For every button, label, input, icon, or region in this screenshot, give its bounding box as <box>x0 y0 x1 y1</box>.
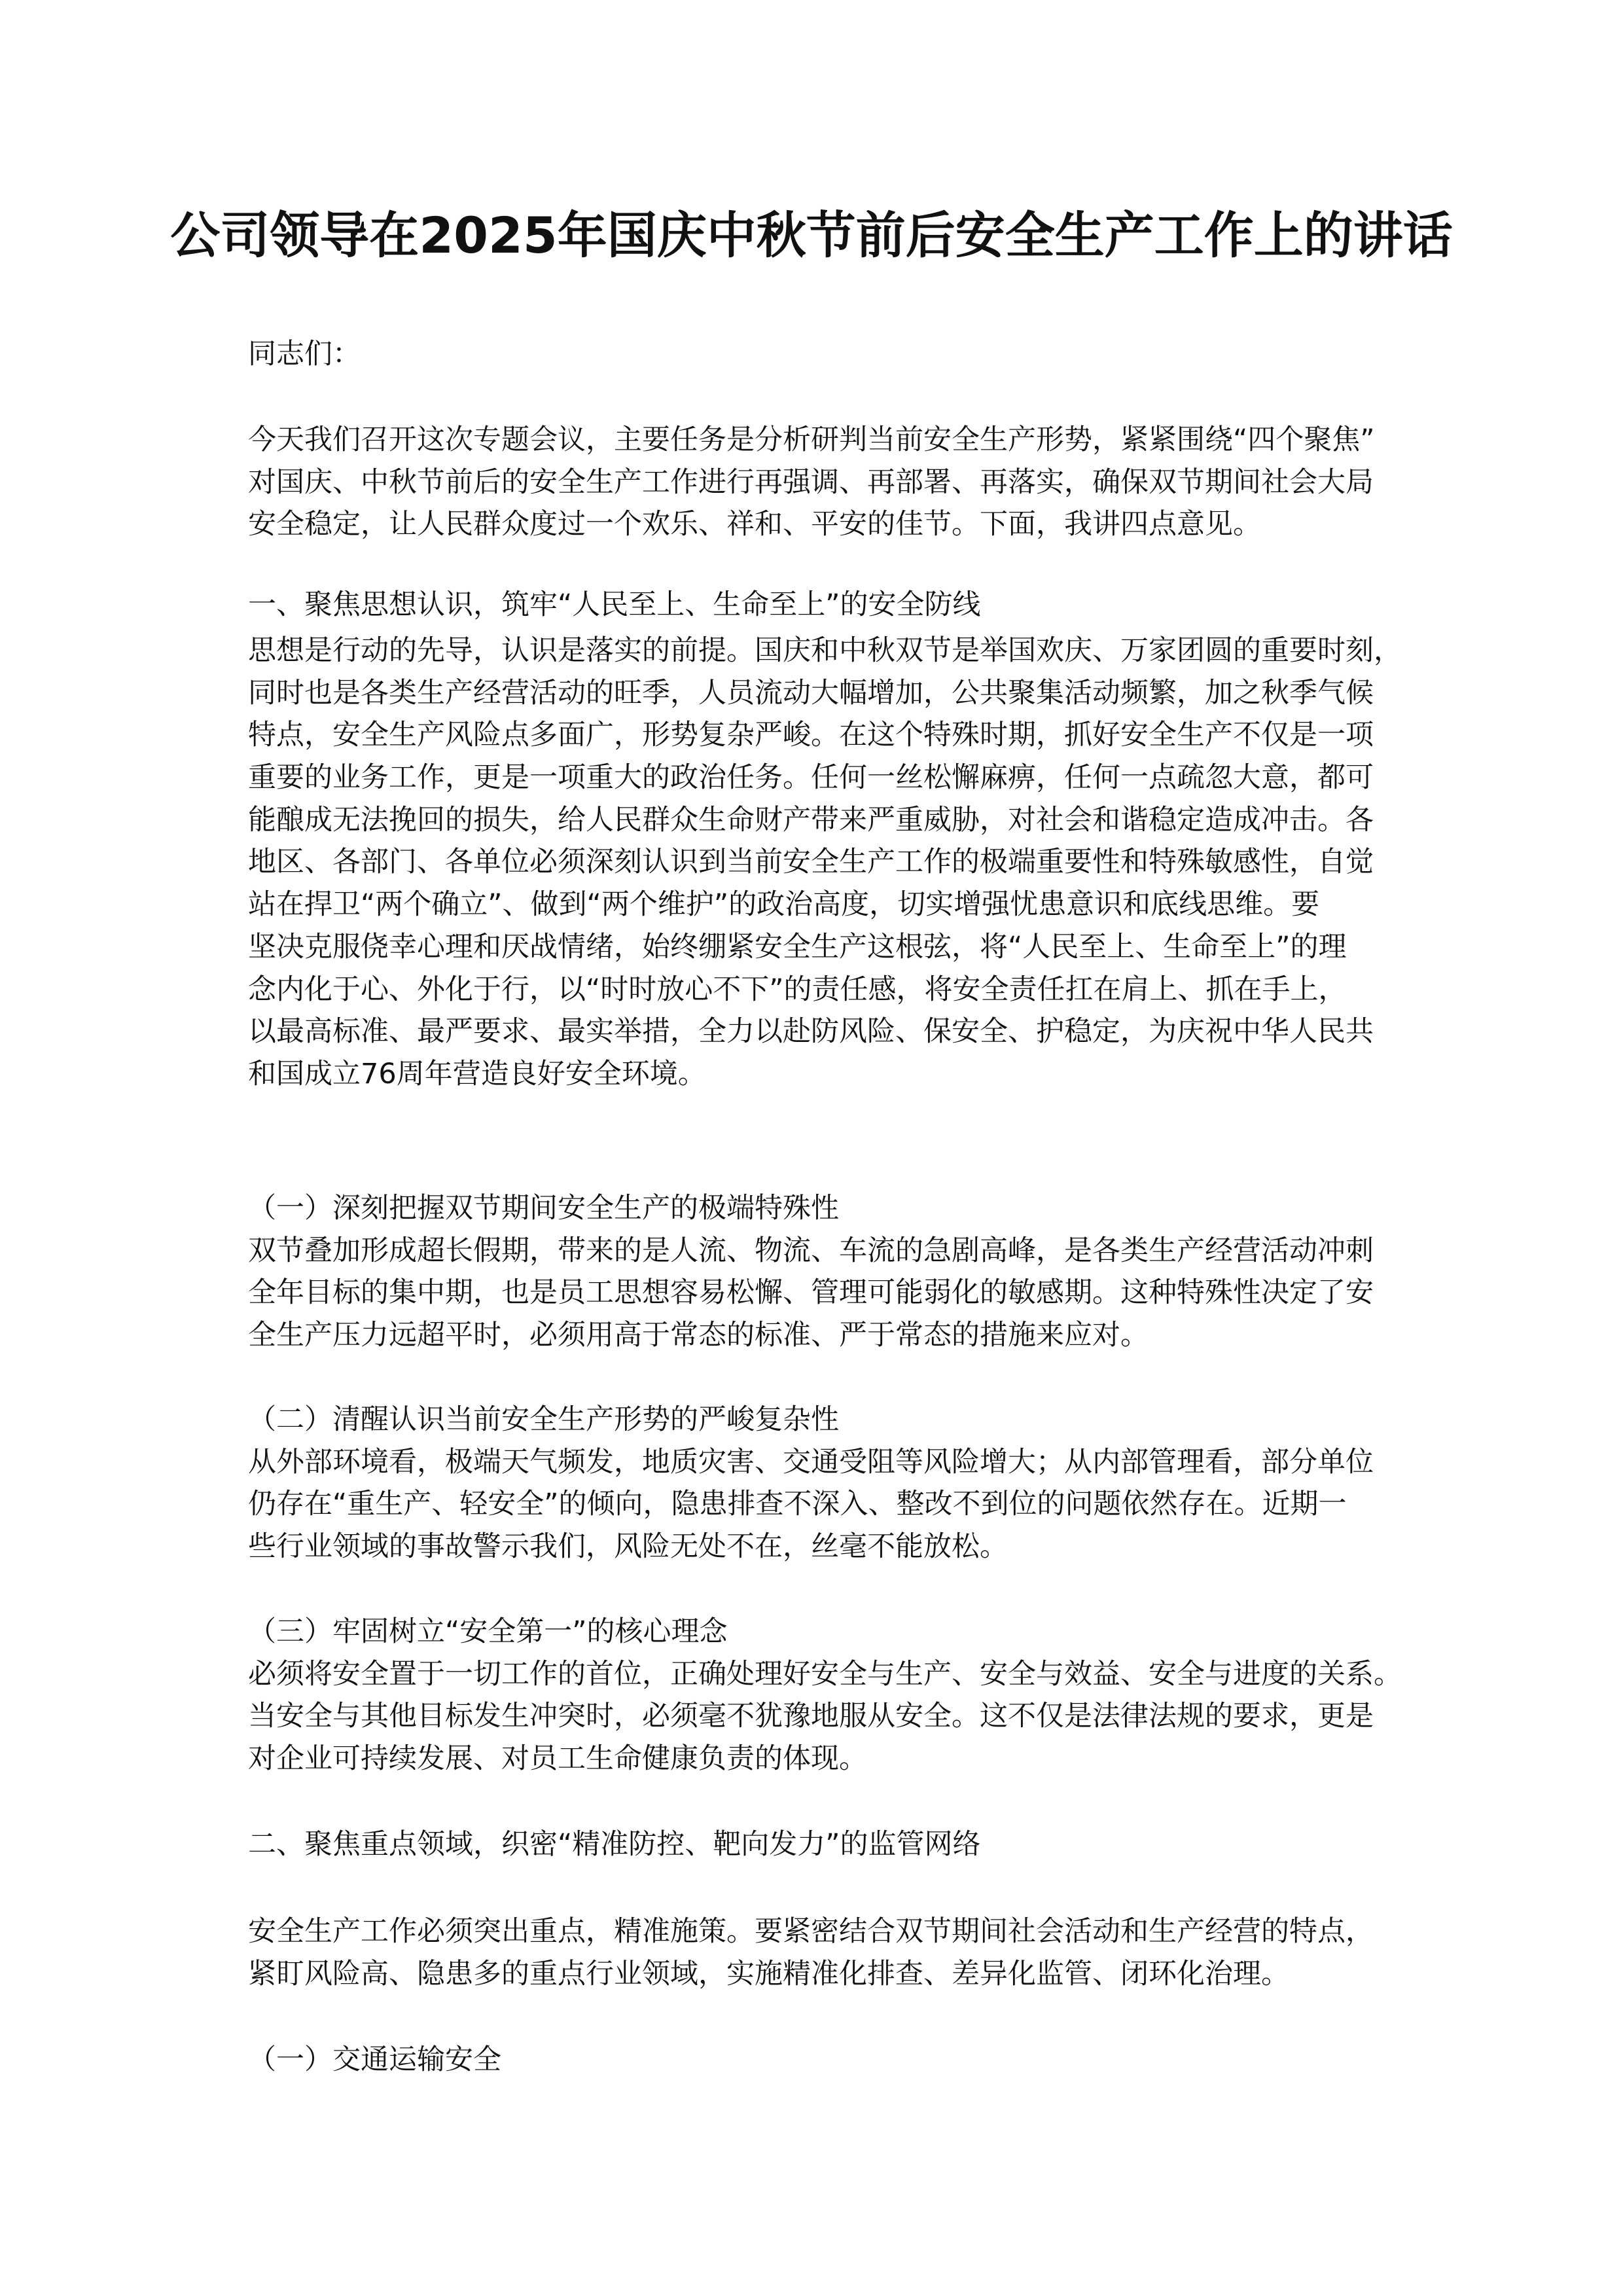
text-line: （一）深刻把握双节期间安全生产的极端特殊性 <box>248 1192 839 1225</box>
text-line: 双节叠加形成超长假期，带来的是人流、物流、车流的急剧高峰，是各类生产经营活动冲刺 <box>248 1234 1374 1267</box>
text-line: （三）牢固树立“安全第一”的核心理念 <box>248 1615 728 1648</box>
text-line: 以最高标准、最严要求、最实举措，全力以赴防风险、保安全、护稳定，为庆祝中华人民共 <box>248 1015 1374 1049</box>
text-line: 对企业可持续发展、对员工生命健康负责的体现。 <box>248 1742 867 1776</box>
salutation: 同志们： <box>248 338 361 370</box>
text-line: 些行业领域的事故警示我们，风险无处不在，丝毫不能放松。 <box>248 1530 1008 1564</box>
section-1-heading: 一、聚焦思想认识，筑牢“人民至上、生命至上”的安全防线 <box>248 588 981 621</box>
subsection-1-1 <box>248 1187 1406 1357</box>
text-line: 当安全与其他目标发生冲突时，必须毫不犹豫地服从安全。这不仅是法律法规的要求，更是 <box>248 1700 1374 1733</box>
subsection-1-3 <box>248 1611 1406 1780</box>
text-line: 地区、各部门、各单位必须深刻认识到当前安全生产工作的极端重要性和特殊敏感性，自觉 <box>248 846 1374 879</box>
text-line: 全生产压力远超平时，必须用高于常态的标准、严于常态的措施来应对。 <box>248 1319 1149 1352</box>
section-2-paragraph <box>248 1910 1406 1995</box>
text-line: 今天我们召开这次专题会议，主要任务是分析研判当前安全生产形势，紧紧围绕“四个聚焦” <box>248 423 1375 456</box>
text-line: 和国成立76周年营造良好安全环境。 <box>248 1057 706 1090</box>
text-line: 念内化于心、外化于行，以“时时放心不下”的责任感，将安全责任扛在肩上、抓在手上， <box>248 973 1347 1006</box>
text-line: 必须将安全置于一切工作的首位，正确处理好安全与生产、安全与效益、安全与进度的关系。 <box>248 1657 1402 1691</box>
text-line: 坚决克服侥幸心理和厌战情绪，始终绷紧安全生产这根弦，将“人民至上、生命至上”的理 <box>248 930 1347 963</box>
text-line: 紧盯风险高、隐患多的重点行业领域，实施精准化排查、差异化监管、闭环化治理。 <box>248 1957 1289 1990</box>
intro-paragraph <box>248 419 1406 546</box>
text-line: 同时也是各类生产经营活动的旺季，人员流动大幅增加，公共聚集活动频繁，加之秋季气候 <box>248 676 1374 709</box>
section-1-paragraph <box>248 630 1406 1096</box>
section-2-heading: 二、聚焦重点领域，织密“精准防控、靶向发力”的监管网络 <box>248 1828 981 1861</box>
text-line: 安全生产工作必须突出重点，精准施策。要紧密结合双节期间社会活动和生产经营的特点， <box>248 1915 1374 1948</box>
text-line: （二）清醒认识当前安全生产形势的严峻复杂性 <box>248 1403 839 1436</box>
document-title: 公司领导在2025年国庆中秋节前后安全生产工作上的讲话 <box>170 206 1453 264</box>
text-line: 从外部环境看，极端天气频发，地质灾害、交通受阻等风险增大；从内部管理看，部分单位 <box>248 1445 1374 1479</box>
text-line: 站在捍卫“两个确立”、做到“两个维护”的政治高度，切实增强忧患意识和底线思维。要 <box>248 888 1320 922</box>
text-line: 全年目标的集中期，也是员工思想容易松懈、管理可能弱化的敏感期。这种特殊性决定了安 <box>248 1276 1374 1310</box>
text-line: 特点，安全生产风险点多面广，形势复杂严峻。在这个特殊时期，抓好安全生产不仅是一项 <box>248 719 1374 752</box>
text-line: 仍存在“重生产、轻安全”的倾向，隐患排查不深入、整改不到位的问题依然存在。近期一 <box>248 1488 1347 1521</box>
text-line: 重要的业务工作，更是一项重大的政治任务。任何一丝松懈麻痹，任何一点疏忽大意，都可 <box>248 761 1374 795</box>
text-line: 安全稳定，让人民群众度过一个欢乐、祥和、平安的佳节。下面，我讲四点意见。 <box>248 508 1261 541</box>
text-line: 对国庆、中秋节前后的安全生产工作进行再强调、再部署、再落实，确保双节期间社会大局 <box>248 465 1374 499</box>
subsection-2-1-heading: （一）交通运输安全 <box>248 2043 501 2076</box>
subsection-1-2 <box>248 1399 1406 1568</box>
text-line: 能酿成无法挽回的损失，给人民群众生命财产带来严重威胁，对社会和谐稳定造成冲击。各 <box>248 803 1374 836</box>
text-line: 思想是行动的先导，认识是落实的前提。国庆和中秋双节是举国欢庆、万家团圆的重要时刻， <box>248 634 1402 667</box>
